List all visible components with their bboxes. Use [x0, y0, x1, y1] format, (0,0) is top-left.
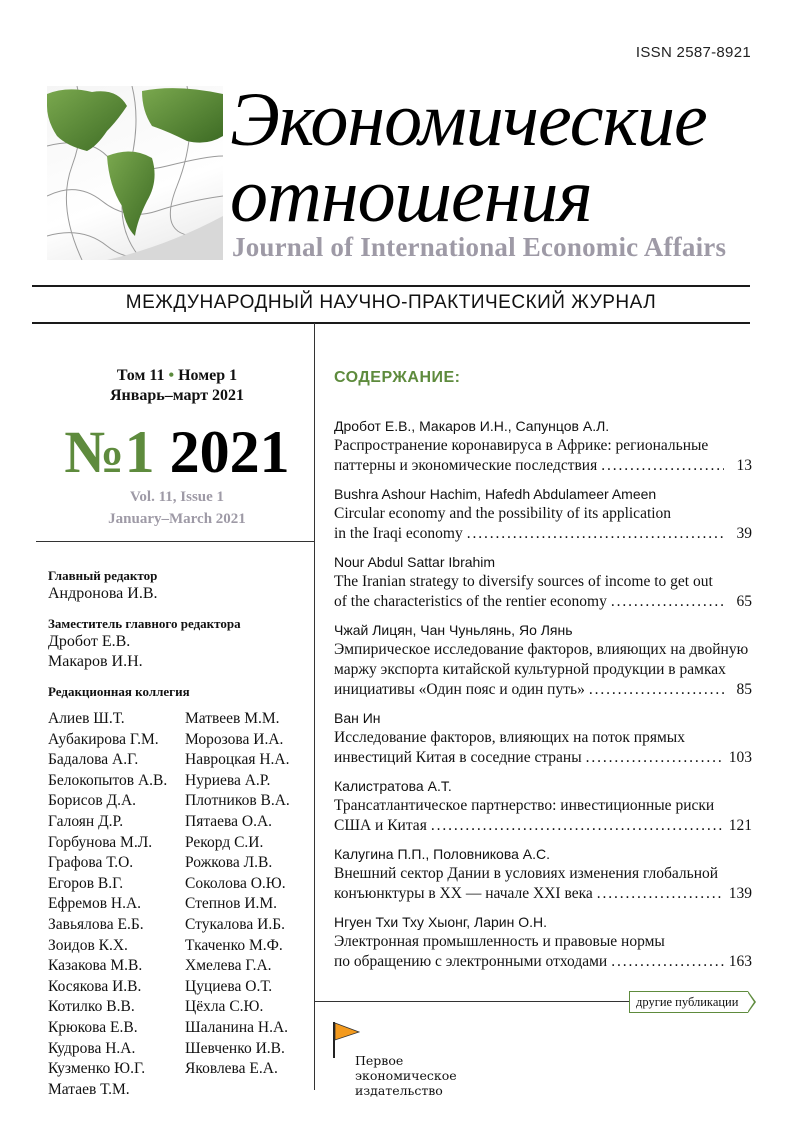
toc-page-number: 163	[728, 953, 752, 970]
toc-article-title: Исследование факторов, влияющих на поток прямых	[334, 729, 685, 746]
board-member: Галоян Д.Р.	[48, 812, 124, 830]
leader-dots	[467, 524, 724, 544]
board-member: Горбунова М.Л.	[48, 833, 153, 851]
toc-item[interactable]	[334, 553, 752, 612]
period-ru: Январь–март 2021	[109, 387, 245, 404]
chief-editor: Андронова И.В.	[48, 585, 158, 602]
board-member: Матвеев М.М.	[185, 710, 280, 727]
toc-article-title: Внешний сектор Дании в условиях изменения глобальной	[334, 865, 719, 882]
toc-article-title: маржу экспорта китайской культурной продукции в рамках	[334, 661, 726, 678]
issue-big-number	[40, 420, 314, 484]
leader-dots	[601, 456, 724, 476]
board-member: Аубакирова Г.М.	[48, 730, 159, 748]
issue-divider	[36, 541, 314, 542]
toc-authors: Нгуен Тхи Тху Хыонг, Ларин О.Н.	[334, 914, 548, 930]
toc-article-title: Распространение коронавируса в Африке: региональные	[334, 437, 709, 454]
toc-authors: Дробот Е.В., Макаров И.Н., Сапунцов А.Л.	[334, 418, 610, 434]
board-member: Яковлева Е.А.	[185, 1060, 278, 1078]
toc-item[interactable]	[334, 485, 752, 544]
toc-article-title: Circular economy and the possibility of its application	[334, 505, 672, 522]
toc-article-title: по обращению с электронными отходами	[334, 953, 608, 970]
toc-page-number: 13	[736, 457, 752, 474]
board-member: Матаев Т.М.	[48, 1080, 130, 1098]
issn-label: ISSN 2587-8921	[635, 44, 751, 61]
board-member: Ефремов Н.А.	[48, 895, 142, 913]
toc-page-number: 65	[736, 593, 752, 610]
toc-article-title: of the characteristics of the rentier economy	[334, 593, 607, 610]
top-rule	[32, 285, 750, 287]
title-line-2: отношения	[230, 154, 592, 238]
toc-authors: Калистратова А.Т.	[334, 778, 452, 794]
editorial-block	[48, 568, 312, 700]
editorial-board-list	[48, 709, 312, 1100]
toc-item[interactable]	[334, 913, 752, 972]
board-member: Завьялова Е.Б.	[48, 915, 144, 933]
board-member: Кузменко Ю.Г.	[48, 1060, 146, 1078]
issue-year: 2021	[169, 419, 290, 485]
issue-info-ru	[40, 366, 314, 406]
leader-dots	[586, 748, 724, 768]
board-member: Борисов Д.А.	[48, 792, 137, 810]
board-member: Казакова М.В.	[48, 957, 143, 975]
toc-bottom-rule	[314, 1001, 630, 1002]
deputy-editor-label: Заместитель главного редактора	[48, 616, 241, 631]
toc-article-title: in the Iraqi economy	[334, 525, 463, 542]
toc-authors: Калугина П.П., Половникова А.С.	[334, 846, 551, 862]
issue-number: №1	[64, 419, 155, 485]
board-member: Егоров В.Г.	[48, 874, 124, 892]
board-member	[185, 1080, 312, 1101]
toc-article-title: Эмпирическое исследование факторов, влияющих на двойную	[334, 641, 749, 658]
toc-item[interactable]	[334, 777, 752, 836]
toc-article-title: The Iranian strategy to diversify sources of income to get out	[334, 573, 713, 590]
board-member: Бадалова А.Г.	[48, 751, 139, 769]
toc-item[interactable]	[334, 621, 752, 700]
board-member: Рожкова Л.В.	[185, 854, 273, 872]
board-member: Стукалова И.Б.	[185, 915, 285, 933]
board-member: Цёхла С.Ю.	[185, 998, 264, 1016]
board-member: Графова Т.О.	[48, 854, 134, 872]
column-divider	[314, 323, 315, 1090]
toc-article-title: инвестиций Китая в соседние страны	[334, 749, 582, 766]
board-member: Рекорд С.И.	[185, 833, 264, 851]
toc-page-number: 139	[728, 885, 752, 902]
chief-editor-label: Главный редактор	[48, 568, 158, 583]
journal-title-en: Journal of International Economic Affairs	[232, 232, 727, 262]
publisher-name-line: экономическое	[355, 1068, 457, 1083]
leader-dots	[597, 884, 724, 904]
board-member: Нуриева А.Р.	[185, 771, 271, 789]
board-label: Редакционная коллегия	[48, 684, 190, 699]
board-member: Пятаева О.А.	[185, 812, 273, 830]
publisher-name-line: Первое	[355, 1053, 404, 1068]
board-member: Хмелева Г.А.	[185, 957, 272, 975]
board-member: Навроцкая Н.А.	[185, 751, 290, 769]
toc-item[interactable]	[334, 845, 752, 904]
leader-dots	[431, 816, 724, 836]
toc-item[interactable]	[334, 709, 752, 768]
toc-article-title: паттерны и экономические последствия	[334, 457, 598, 474]
bullet: •	[168, 367, 175, 384]
deputy-editor: Макаров И.Н.	[48, 653, 143, 670]
leader-dots	[611, 952, 724, 972]
deputy-editor: Дробот Е.В.	[48, 633, 131, 650]
toc-page-number: 39	[736, 525, 752, 542]
board-member: Кудрова Н.А.	[48, 1039, 136, 1057]
volume-en: Vol. 11, Issue 1	[129, 489, 225, 505]
publisher-name	[355, 1053, 475, 1098]
board-member: Косякова И.В.	[48, 977, 142, 995]
board-member: Соколова О.Ю.	[185, 874, 286, 892]
board-member: Зоидов К.Х.	[48, 936, 128, 954]
toc-article-title: Трансатлантическое партнерство: инвестиционные риски	[334, 797, 715, 814]
board-member: Цуциева О.Т.	[185, 977, 273, 995]
board-member: Крюкова Е.В.	[48, 1018, 138, 1036]
board-member: Плотников В.А.	[185, 792, 290, 810]
toc-article-title: конъюнктуры в XX — начале XXI века	[334, 885, 593, 902]
toc-page-number: 121	[728, 817, 752, 834]
board-member: Шевченко И.В.	[185, 1039, 285, 1057]
toc-authors: Чжай Лицян, Чан Чуньлянь, Яо Лянь	[334, 622, 573, 638]
publisher-name-line: издательство	[355, 1083, 443, 1098]
period-en: January–March 2021	[108, 511, 246, 527]
toc-title: СОДЕРЖАНИЕ:	[334, 369, 461, 386]
leader-dots	[611, 592, 724, 612]
toc-item[interactable]	[334, 417, 752, 476]
other-publications-button[interactable]: другие публикации	[629, 991, 748, 1013]
subtitle-rule	[32, 322, 750, 324]
volume-ru: Том 11	[116, 367, 165, 384]
number-ru: Номер 1	[178, 367, 238, 384]
toc-page-number: 103	[728, 749, 752, 766]
world-map-puzzle-icon	[47, 86, 223, 260]
toc-article-title: инициативы «Один пояс и один путь»	[334, 681, 585, 698]
leader-dots	[589, 680, 724, 700]
journal-subtitle: МЕЖДУНАРОДНЫЙ НАУЧНО-ПРАКТИЧЕСКИЙ ЖУРНАЛ	[125, 292, 657, 313]
board-member: Белокопытов А.В.	[48, 771, 168, 789]
board-member: Степнов И.М.	[185, 895, 278, 913]
toc-list	[334, 417, 752, 981]
toc-authors: Bushra Ashour Hachim, Hafedh Abdulameer Ameen	[334, 486, 657, 502]
board-member: Шаланина Н.А.	[185, 1018, 289, 1036]
issue-info-en	[40, 486, 314, 530]
board-member: Алиев Ш.Т.	[48, 710, 125, 727]
board-member: Котилко В.В.	[48, 998, 135, 1016]
journal-title-ru	[230, 78, 707, 238]
board-member: Морозова И.А.	[185, 730, 284, 748]
toc-article-title: США и Китая	[334, 817, 427, 834]
toc-page-number: 85	[736, 681, 752, 698]
toc-authors: Nour Abdul Sattar Ibrahim	[334, 554, 496, 570]
toc-authors: Ван Ин	[334, 710, 381, 726]
toc-article-title: Электронная промышленность и правовые нормы	[334, 933, 665, 950]
board-member: Ткаченко М.Ф.	[185, 936, 283, 954]
title-line-1: Экономические	[230, 78, 707, 162]
